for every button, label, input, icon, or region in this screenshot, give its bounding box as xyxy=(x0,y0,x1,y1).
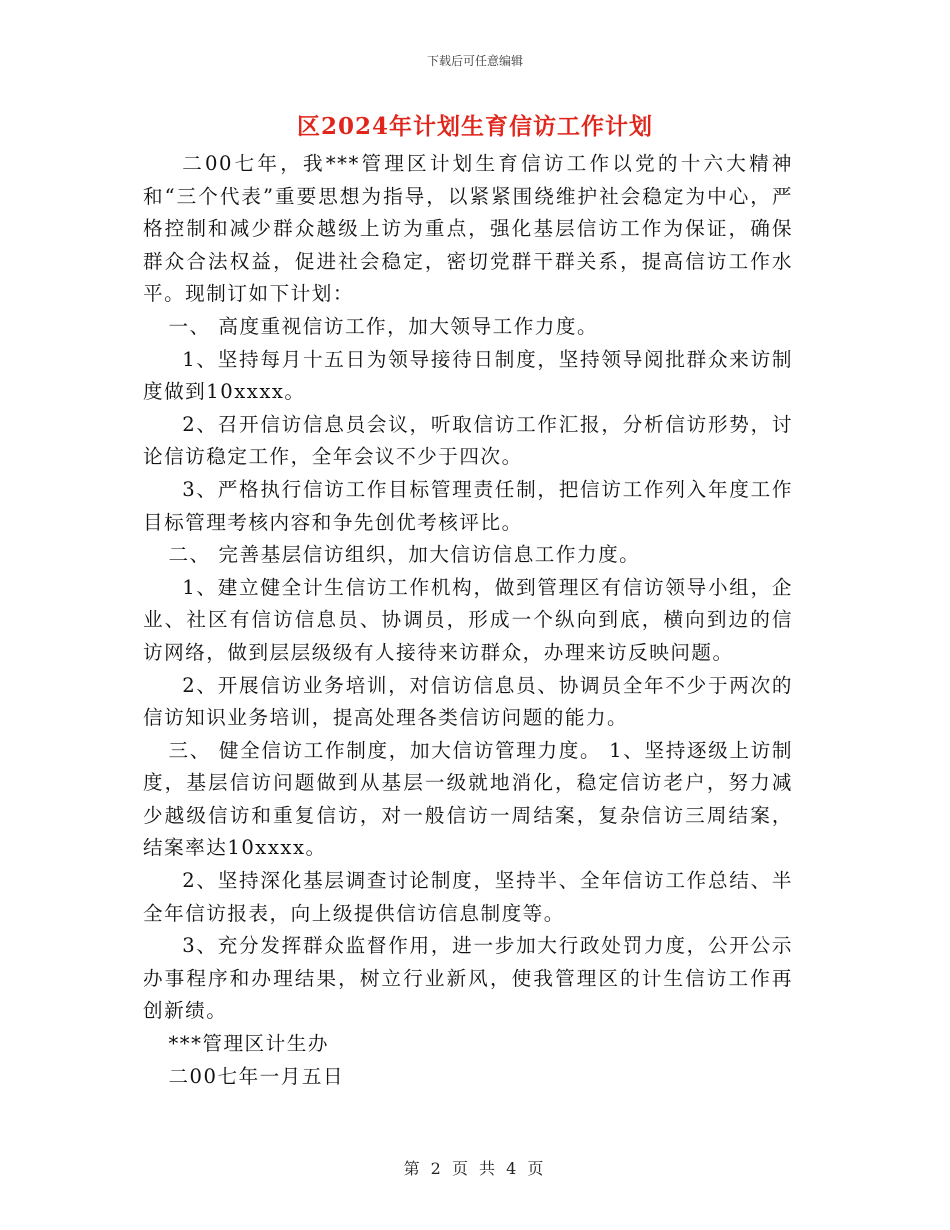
document-title: 区2024年计划生育信访工作计划 xyxy=(296,113,653,140)
page-number: 第 2 页 共 4 页 xyxy=(403,1159,547,1178)
section-heading-1: 一、 高度重视信访工作，加大领导工作力度。 xyxy=(168,314,599,338)
paragraph-3-3: 3、充分发挥群众监督作用，进一步加大行政处罚力度，公开公示办事程序和办理结果，树立行业新风，使我管理区的计生信访工作再创新绩。 xyxy=(143,934,793,1023)
paragraph-2-1: 1、建立健全计生信访工作机构，做到管理区有信访领导小组，企业、社区有信访信息员、协调员，形成一个纵向到底，横向到边的信访网络，做到层层级级有人接待来访群众，办理来访反映问题。 xyxy=(143,575,793,664)
paragraph-3-2: 2、坚持深化基层调查讨论制度，坚持半、全年信访工作总结、半全年信访报表，向上级提供信访信息制度等。 xyxy=(143,869,793,925)
header-note: 下载后可任意编辑 xyxy=(426,54,523,68)
paragraph-1-2: 2、召开信访信息员会议，听取信访工作汇报，分析信访形势，讨论信访稳定工作，全年会议不少于四次。 xyxy=(143,412,793,469)
document-body xyxy=(143,148,793,1093)
paragraph-1-1: 1、坚持每月十五日为领导接待日制度，坚持领导阅批群众来访制度做到10xxxx。 xyxy=(143,347,793,404)
section-heading-2: 二、 完善基层信访组织，加大信访信息工作力度。 xyxy=(168,543,641,567)
paragraph-2-2: 2、开展信访业务培训，对信访信息员、协调员全年不少于两次的信访知识业务培训，提高处理各类信访问题的能力。 xyxy=(143,673,793,730)
intro-paragraph: 二00七年，我***管理区计划生育信访工作以党的十六大精神和“三个代表”重要思想为指导，以紧紧围绕维护社会稳定为中心，严格控制和减少群众越级上访为重点，强化基层信访工作为保证，确保群众合法权益，促进社会稳定，密切党群干群关系，提高信访工作水平。现制订如下计划： xyxy=(143,152,793,306)
signature: ***管理区计生办 xyxy=(168,1032,329,1056)
paragraph-1-3: 3、严格执行信访工作目标管理责任制，把信访工作列入年度工作目标管理考核内容和争先创优考核评比。 xyxy=(143,477,793,534)
document-date: 二00七年一月五日 xyxy=(168,1064,345,1088)
section-heading-3: 三、 健全信访工作制度，加大信访管理力度。 1、坚持逐级上访制度，基层信访问题做到从基层一级就地消化，稳定信访老户，努力减少越级信访和重复信访，对一般信访一周结案，复杂信访三周结案，结案率达10xxxx。 xyxy=(143,738,793,860)
